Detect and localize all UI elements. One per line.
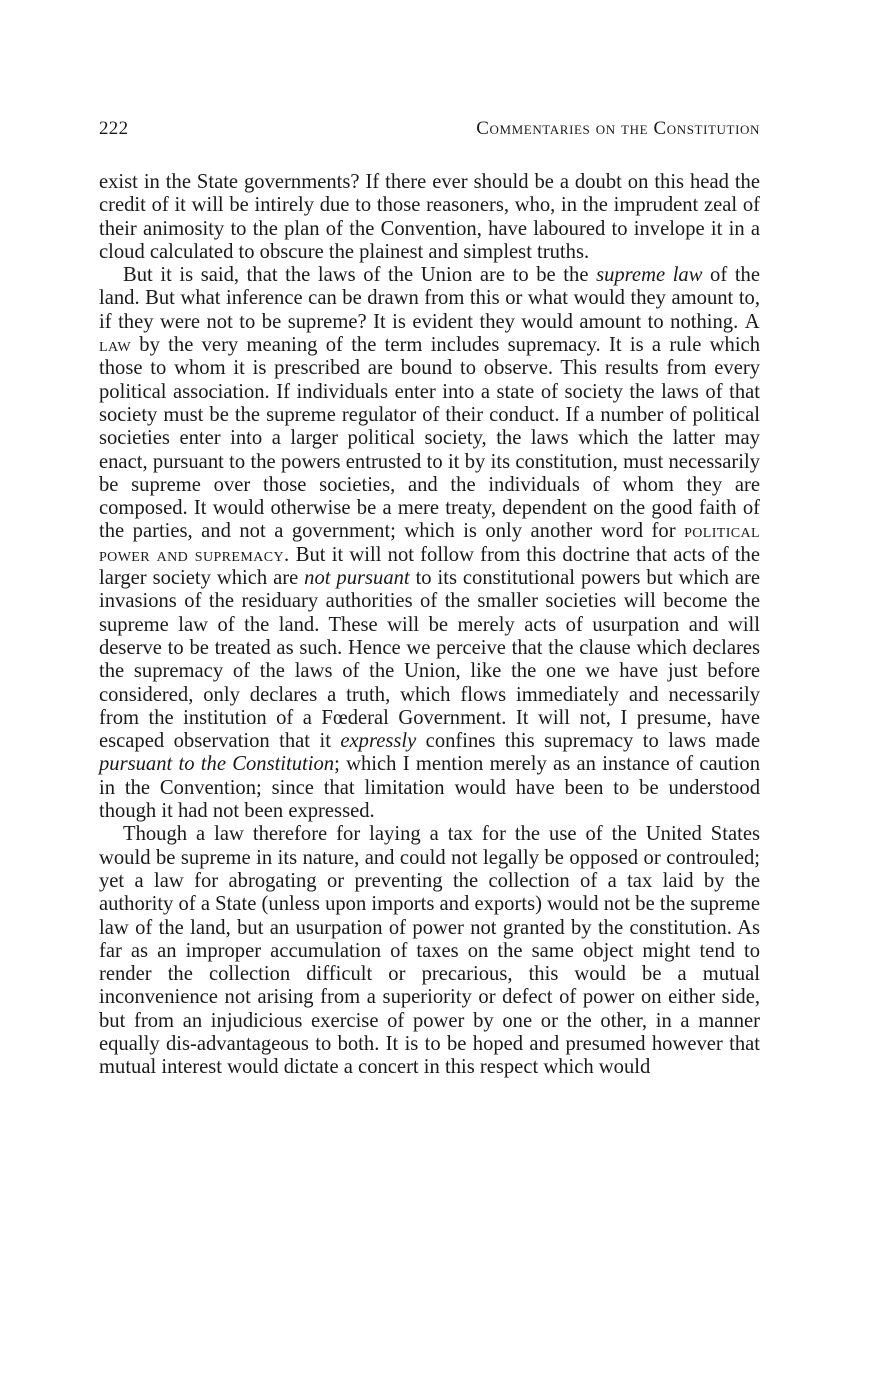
text-run: But it is said, that the laws of the Union are to be the [123,264,597,287]
page-number: 222 [99,118,129,139]
smallcaps-run: A law [99,310,760,357]
text-run: But it will not follow from this doctrine that acts of the larger society which are [99,543,760,590]
paragraph [99,171,760,264]
paragraph [99,823,760,1079]
italic-run: pursuant to the Constitution [99,753,335,776]
paragraph [99,264,760,823]
running-header [99,118,760,148]
text-run: confines this supremacy to laws made [416,730,761,753]
smallcaps-run: political power and supremacy. [99,520,760,566]
running-title: Commentaries on the Constitution [476,118,760,139]
text-run: exist in the State governments? If there ever should be a doubt on this head the credit of it will be intirely due to those reasoners, who, in the imprudent zeal of their animosity to the plan of the Convention, have laboured to invelope it in a cloud calculated to obscure the plainest and simplest truths. [99,171,760,263]
italic-run: not pursuant [304,567,410,590]
body-text [99,171,760,1080]
text-run: by the very meaning of the term includes supremacy. It is a rule which those to whom it is prescribed are bound to observe. This results from every political association. If individuals enter into a state of society the laws of that society must be the supreme regulator of their conduct. If a number of political societies enter into a larger political society, the laws which the latter may enact, pursuant to the powers entrusted to it by its constitution, must necessarily be supreme over those societies, and the individuals of whom they are composed. It would otherwise be a mere treaty, dependent on the good faith of the parties, and not a government; which is only another word for [99,334,760,543]
text-run: of the land. But what inference can be drawn from this or what would they amount to, if they were not to be supreme? It is evident they would amount to nothing. [99,264,760,333]
text-run: Though a law therefore for laying a tax for the use of the United States would be supreme in its nature, and could not legally be opposed or controuled; yet a law for abrogating or preventing the collection of a tax laid by the authority of a State (unless upon imports and exports) would not be the supreme law of the land, but an usurpation of power not granted by the constitution. As far as an improper accumulation of taxes on the same object might tend to render the collection difficult or precarious, this would be a mutual inconvenience not arising from a superiority or defect of power on either side, but from an injudicious exercise of power by one or the other, in a manner equally dis-advantageous to both. It is to be hoped and presumed however that mutual interest would dictate a concert in this respect which would [99,823,760,1079]
book-page [99,118,760,1080]
italic-run: supreme law [596,264,703,287]
text-run: ; which I mention merely as an instance of caution in the Convention; since that limitation would have been to be understood though it had not been expressed. [99,753,761,823]
text-run: to its constitutional powers but which are invasions of the residuary authorities of the smaller societies will become the supreme law of the land. These will be merely acts of usurpation and will deserve to be treated as such. Hence we perceive that the clause which declares the supremacy of the laws of the Union, like the one we have just before considered, only declares a truth, which flows immediately and necessarily from the institution of a Fœderal Government. It will not, I presume, have escaped observation that it [99,567,760,753]
italic-run: expressly [340,730,417,753]
